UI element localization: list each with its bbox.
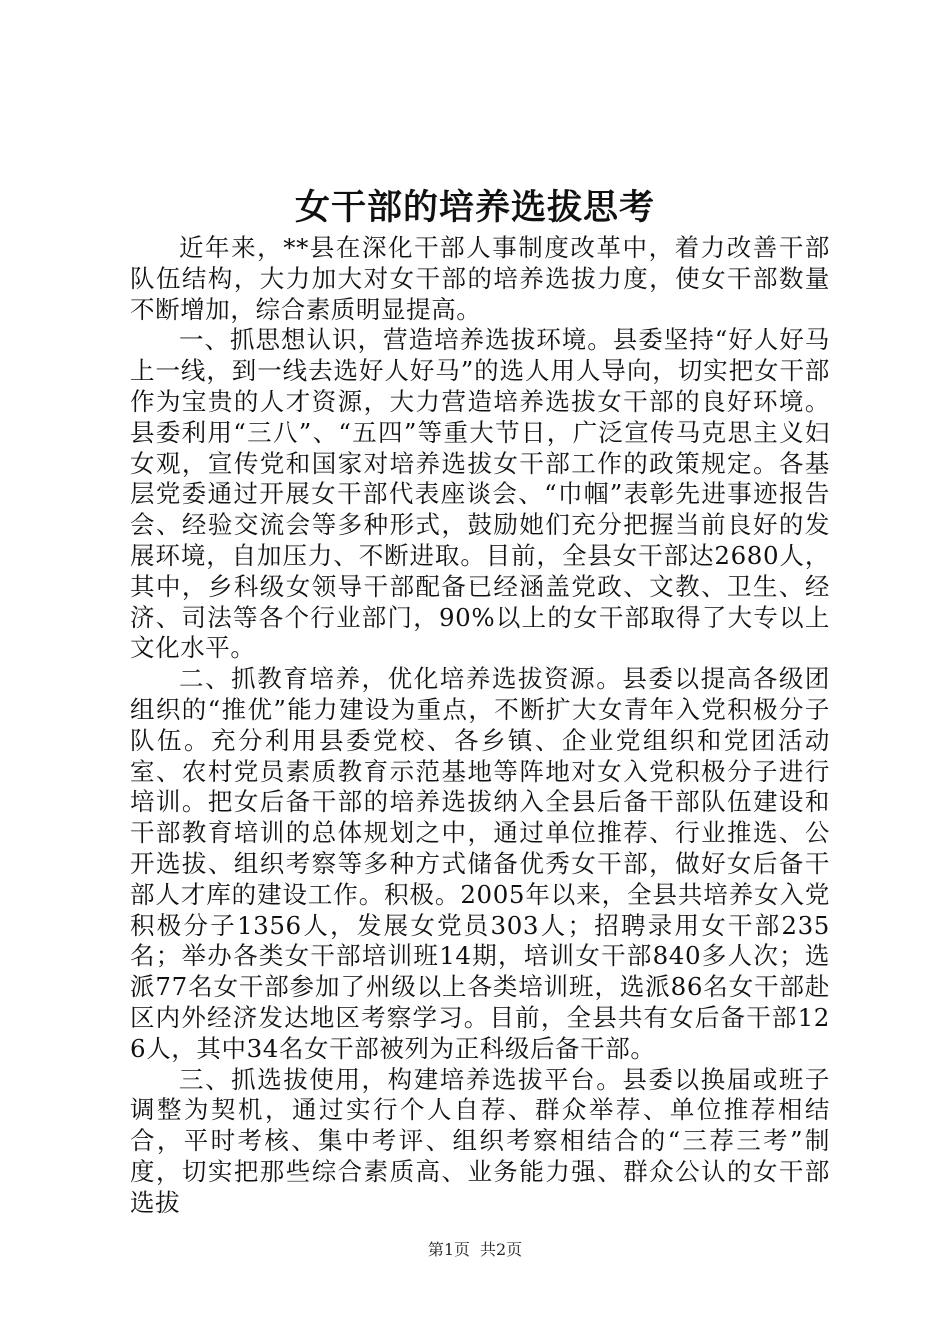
document-title: 女干部的培养选拔思考 <box>294 187 655 228</box>
page-number: 第1页 <box>427 1240 470 1259</box>
document-body <box>130 233 830 1219</box>
page-total: 共2页 <box>480 1240 523 1259</box>
paragraph-section-one: 一、抓思想认识，营造培养选拔环境。县委坚持“好人好马上一线，到一线去选好人好马”的选人用人导向，切实把女干部作为宝贵的人才资源，大力营造培养选拔女干部的良好环境。县委利用“三八”、“五四”等重大节日，广泛宣传马克思主义妇女观，宣传党和国家对培养选拔女干部工作的政策规定。各基层党委通过开展女干部代表座谈会、“巾帼”表彰先进事迹报告会、经验交流会等多种形式，鼓励她们充分把握当前良好的发展环境，自加压力、不断进取。目前，全县女干部达2680人，其中，乡科级女领导干部配备已经涵盖党政、文教、卫生、经济、司法等各个行业部门，90%以上的女干部取得了大专以上文化水平。 <box>130 325 830 663</box>
paragraph-section-two: 二、抓教育培养，优化培养选拔资源。县委以提高各级团组织的“推优”能力建设为重点，不断扩大女青年入党积极分子队伍。充分利用县委党校、各乡镇、企业党组织和党团活动室、农村党员素质教育示范基地等阵地对女入党积极分子进行培训。把女后备干部的培养选拔纳入全县后备干部队伍建设和干部教育培训的总体规划之中，通过单位推荐、行业推选、公开选拔、组织考察等多种方式储备优秀女干部，做好女后备干部人才库的建设工作。积极。2005年以来，全县共培养女入党积极分子1356人，发展女党员303人；招聘录用女干部235名；举办各类女干部培训班14期，培训女干部840多人次；选派77名女干部参加了州级以上各类培训班，选派86名女干部赴区内外经济发达地区考察学习。目前，全县共有女后备干部126人，其中34名女干部被列为正科级后备干部。 <box>130 664 830 1063</box>
paragraph-intro: 近年来，**县在深化干部人事制度改革中，着力改善干部队伍结构，大力加大对女干部的培养选拔力度，使女干部数量不断增加，综合素质明显提高。 <box>130 233 830 324</box>
paragraph-section-three: 三、抓选拔使用，构建培养选拔平台。县委以换届或班子调整为契机，通过实行个人自荐、群众举荐、单位推荐相结合，平时考核、集中考评、组织考察相结合的“三荐三考”制度，切实把那些综合素质高、业务能力强、群众公认的女干部选拔 <box>130 1064 830 1217</box>
page-footer <box>0 1238 950 1262</box>
